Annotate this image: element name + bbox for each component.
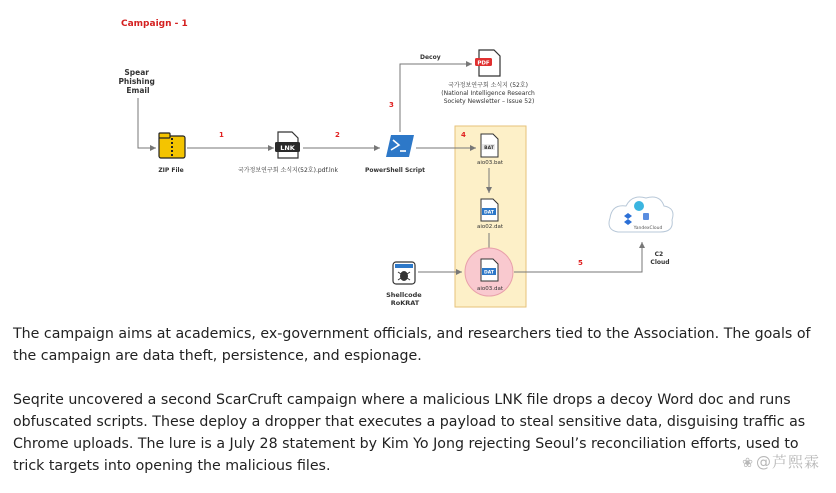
step-4-label: 4 [461,131,466,139]
svg-text:PDF: PDF [477,60,490,67]
file-aio03-bat-label: aio03.bat [476,160,504,166]
svg-text:BAT: BAT [484,146,494,151]
c2-cloud-label: C2 Cloud [650,251,670,266]
article-paragraph-2: Seqrite uncovered a second ScarCruft campaign where a malicious LNK file drops a decoy Word doc and runs obfuscated scripts. These deploy a dropper that executes a payload to steal sensitive data, disguising traffic as Chrome uploads. The lure is a July 28 statement by Kim Yo Jong rejecting Seoul’s reconciliation efforts, used to trick targets into opening the malicious files. [13,392,806,474]
dat-payload-icon [481,259,498,281]
shellcode-rokrat-label: Shellcode RoKRAT [386,291,422,307]
svg-text:DAT: DAT [484,270,494,276]
pdf-document-icon [475,50,500,76]
diagram-title: Campaign - 1 [121,19,188,29]
arrow-step-5 [514,242,642,272]
file-aio02-dat-label: aio02.dat [476,224,504,230]
decoy-document-label: 국가정보연구회 소식지 (52호) (National Intelligence Research Society Newsletter – Issue 52) [441,82,535,105]
bug-icon [393,262,415,284]
step-2-label: 2 [335,131,340,139]
dat-file-icon [481,199,498,221]
watermark-text: @芦熙霖 [755,453,820,471]
article-paragraph-1: The campaign aims at academics, ex-government officials, and researchers tied to the Association. The goals of the campaign are data theft, persistence, and espionage. [13,326,811,364]
svg-text:LNK: LNK [280,144,295,152]
decoy-label: Decoy [420,54,441,61]
powershell-label: PowerShell Script [364,167,426,174]
watermark [742,451,820,472]
email-to-zip-connector [138,98,156,148]
bat-file-icon [481,134,498,157]
zip-folder-icon [159,133,185,158]
lnk-file-label: 국가정보연구회 소식지(52호).pdf.lnk [237,167,339,174]
step-5-label: 5 [578,259,583,267]
paw-icon: ❀ [742,456,754,471]
step-1-label: 1 [219,131,224,139]
step-3-label: 3 [389,101,394,109]
cloud-provider-text: YandexCloud [633,226,663,231]
file-aio03-dat-label: aio03.dat [476,286,504,292]
zip-file-label: ZIP File [158,167,184,174]
lnk-file-icon [275,132,300,158]
spear-phishing-label: Spear Phishing Email [118,68,155,95]
svg-text:DAT: DAT [484,210,494,216]
powershell-icon [386,135,414,157]
